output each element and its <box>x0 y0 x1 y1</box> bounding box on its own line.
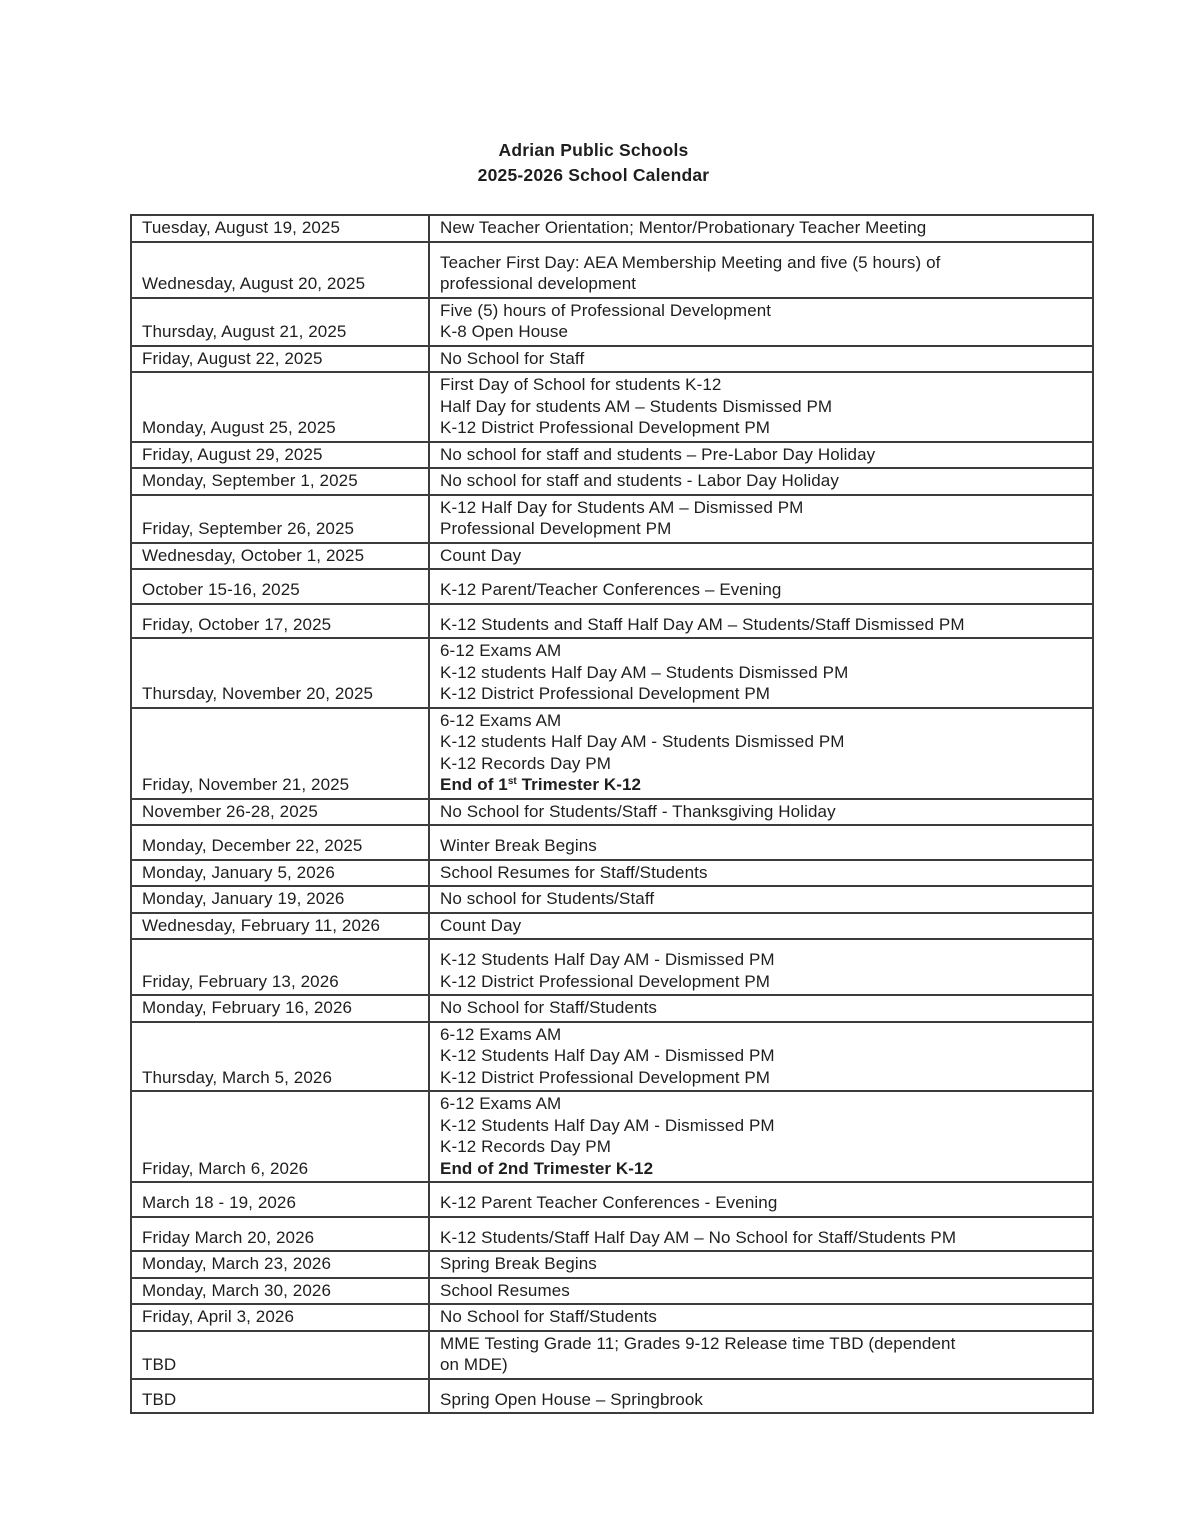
event-line: Winter Break Begins <box>440 836 597 855</box>
event-line: K-12 Students Half Day AM - Dismissed PM <box>440 1115 775 1135</box>
event-line <box>440 941 1083 949</box>
table-row <box>131 543 1093 570</box>
table-row <box>131 638 1093 708</box>
event-line: K-12 Students/Staff Half Day AM – No School for Staff/Students PM <box>440 1227 957 1247</box>
table-row <box>131 1379 1093 1414</box>
event-line: No school for staff and students - Labor Day Holiday <box>440 471 839 490</box>
event-line <box>440 1184 1083 1192</box>
event-cell <box>429 346 1093 373</box>
event-line: No school for staff and students – Pre-Labor Day Holiday <box>440 444 876 464</box>
ordinal-superscript: st <box>507 776 517 787</box>
table-row <box>131 1251 1093 1278</box>
event-cell <box>429 1091 1093 1182</box>
date-cell: Monday, December 22, 2025 <box>131 825 429 860</box>
date-cell: Monday, January 5, 2026 <box>131 860 429 887</box>
calendar-table-body <box>131 215 1093 1413</box>
calendar-table <box>130 214 1094 1414</box>
event-line <box>440 774 1083 796</box>
table-row <box>131 569 1093 604</box>
date-cell: Friday March 20, 2026 <box>131 1217 429 1252</box>
event-cell <box>429 1379 1093 1414</box>
table-row <box>131 215 1093 242</box>
event-line: K-8 Open House <box>440 322 569 341</box>
event-cell <box>429 1182 1093 1217</box>
table-row <box>131 1022 1093 1092</box>
event-line: K-12 Records Day PM <box>440 753 612 773</box>
table-row <box>131 1331 1093 1379</box>
event-cell <box>429 215 1093 242</box>
event-line: No School for Students/Staff - Thanksgiving Holiday <box>440 801 836 821</box>
event-line <box>440 827 1083 835</box>
event-cell <box>429 442 1093 469</box>
event-line <box>440 1219 1083 1227</box>
event-text: End of 1 <box>440 775 508 794</box>
event-cell <box>429 799 1093 826</box>
event-text: End of 2nd Trimester K-12 <box>440 1158 654 1178</box>
event-line: K-12 Half Day for Students AM – Dismissed PM <box>440 497 804 517</box>
table-row <box>131 708 1093 799</box>
date-cell: Friday, September 26, 2025 <box>131 495 429 543</box>
event-line: School Resumes <box>440 1280 570 1300</box>
event-line: on MDE) <box>440 1355 508 1374</box>
event-cell <box>429 569 1093 604</box>
date-cell: TBD <box>131 1379 429 1414</box>
event-line: No school for Students/Staff <box>440 889 655 908</box>
event-cell <box>429 638 1093 708</box>
table-row <box>131 468 1093 495</box>
event-line: Count Day <box>440 545 522 565</box>
date-cell: Friday, November 21, 2025 <box>131 708 429 799</box>
table-row <box>131 495 1093 543</box>
table-row <box>131 1304 1093 1331</box>
date-cell: Thursday, August 21, 2025 <box>131 298 429 346</box>
event-cell <box>429 1022 1093 1092</box>
event-cell <box>429 995 1093 1022</box>
table-row <box>131 799 1093 826</box>
table-row <box>131 1278 1093 1305</box>
event-cell <box>429 886 1093 913</box>
event-cell <box>429 1304 1093 1331</box>
table-row <box>131 604 1093 639</box>
event-line <box>440 244 1083 252</box>
event-cell <box>429 242 1093 298</box>
date-cell: March 18 - 19, 2026 <box>131 1182 429 1217</box>
event-line <box>440 571 1083 579</box>
event-line: New Teacher Orientation; Mentor/Probationary Teacher Meeting <box>440 218 927 237</box>
date-cell: Monday, March 23, 2026 <box>131 1251 429 1278</box>
table-row <box>131 886 1093 913</box>
event-line: K-12 District Professional Development PM <box>440 418 771 437</box>
event-line: K-12 Students Half Day AM - Dismissed PM <box>440 1046 775 1065</box>
event-line: professional development <box>440 274 637 293</box>
date-cell: Monday, February 16, 2026 <box>131 995 429 1022</box>
table-row <box>131 346 1093 373</box>
date-cell: Monday, March 30, 2026 <box>131 1278 429 1305</box>
table-row <box>131 1182 1093 1217</box>
event-line: 6-12 Exams AM <box>440 1094 562 1113</box>
date-cell: Friday, August 29, 2025 <box>131 442 429 469</box>
table-row <box>131 1217 1093 1252</box>
event-line: MME Testing Grade 11; Grades 9-12 Release time TBD (dependent <box>440 1333 956 1353</box>
table-row <box>131 372 1093 442</box>
event-cell <box>429 495 1093 543</box>
event-line <box>440 606 1083 614</box>
date-cell: October 15-16, 2025 <box>131 569 429 604</box>
event-cell <box>429 708 1093 799</box>
date-cell: Friday, February 13, 2026 <box>131 939 429 995</box>
date-cell: Monday, September 1, 2025 <box>131 468 429 495</box>
table-row <box>131 1091 1093 1182</box>
date-cell: Wednesday, February 11, 2026 <box>131 913 429 940</box>
event-line: Spring Break Begins <box>440 1254 597 1273</box>
event-line: School Resumes for Staff/Students <box>440 862 708 882</box>
event-line: Half Day for students AM – Students Dismissed PM <box>440 396 833 416</box>
date-cell: Friday, August 22, 2025 <box>131 346 429 373</box>
event-line: K-12 students Half Day AM – Students Dismissed PM <box>440 662 849 682</box>
event-line: No School for Staff <box>440 348 585 368</box>
date-cell: Thursday, November 20, 2025 <box>131 638 429 708</box>
document-title <box>0 138 1187 188</box>
table-row <box>131 825 1093 860</box>
event-line: K-12 students Half Day AM - Students Dismissed PM <box>440 732 845 751</box>
date-cell: November 26-28, 2025 <box>131 799 429 826</box>
event-line: 6-12 Exams AM <box>440 1024 562 1044</box>
event-line: K-12 District Professional Development PM <box>440 1067 771 1087</box>
event-line: Teacher First Day: AEA Membership Meeting and five (5 hours) of <box>440 252 941 272</box>
event-line: K-12 Parent/Teacher Conferences – Evening <box>440 580 782 599</box>
event-text: Trimester K-12 <box>516 775 642 794</box>
date-cell: Friday, March 6, 2026 <box>131 1091 429 1182</box>
event-line: 6-12 Exams AM <box>440 641 562 660</box>
event-cell <box>429 860 1093 887</box>
table-row <box>131 242 1093 298</box>
event-cell <box>429 543 1093 570</box>
event-line: K-12 District Professional Development PM <box>440 684 771 703</box>
event-line: K-12 Parent Teacher Conferences - Evening <box>440 1193 778 1212</box>
event-line <box>440 1158 1083 1180</box>
date-cell: Wednesday, August 20, 2025 <box>131 242 429 298</box>
event-cell <box>429 372 1093 442</box>
date-cell: Tuesday, August 19, 2025 <box>131 215 429 242</box>
event-cell <box>429 825 1093 860</box>
event-cell <box>429 1251 1093 1278</box>
event-cell <box>429 1278 1093 1305</box>
event-line: K-12 Records Day PM <box>440 1137 612 1156</box>
date-cell: Monday, January 19, 2026 <box>131 886 429 913</box>
event-line: No School for Staff/Students <box>440 998 658 1017</box>
table-row <box>131 860 1093 887</box>
event-line: Count Day <box>440 915 522 935</box>
event-line: Spring Open House – Springbrook <box>440 1389 703 1409</box>
event-line: Professional Development PM <box>440 519 672 538</box>
date-cell: Monday, August 25, 2025 <box>131 372 429 442</box>
table-row <box>131 298 1093 346</box>
event-cell <box>429 939 1093 995</box>
event-line: K-12 Students and Staff Half Day AM – Students/Staff Dismissed PM <box>440 614 965 634</box>
date-cell: Friday, April 3, 2026 <box>131 1304 429 1331</box>
event-cell <box>429 468 1093 495</box>
event-line: First Day of School for students K-12 <box>440 375 722 394</box>
school-name: Adrian Public Schools <box>498 140 689 160</box>
table-row <box>131 939 1093 995</box>
event-line: 6-12 Exams AM <box>440 710 562 730</box>
date-cell: TBD <box>131 1331 429 1379</box>
date-cell: Wednesday, October 1, 2025 <box>131 543 429 570</box>
event-cell <box>429 1217 1093 1252</box>
date-cell: Thursday, March 5, 2026 <box>131 1022 429 1092</box>
calendar-year-title: 2025-2026 School Calendar <box>477 165 710 185</box>
table-row <box>131 913 1093 940</box>
table-row <box>131 995 1093 1022</box>
event-cell <box>429 604 1093 639</box>
event-cell <box>429 298 1093 346</box>
event-cell <box>429 1331 1093 1379</box>
table-row <box>131 442 1093 469</box>
event-line: K-12 District Professional Development PM <box>440 971 771 991</box>
event-line: Five (5) hours of Professional Development <box>440 300 772 320</box>
event-line: No School for Staff/Students <box>440 1307 658 1326</box>
event-line <box>440 1381 1083 1389</box>
event-cell <box>429 913 1093 940</box>
event-line: K-12 Students Half Day AM - Dismissed PM <box>440 950 775 969</box>
date-cell: Friday, October 17, 2025 <box>131 604 429 639</box>
